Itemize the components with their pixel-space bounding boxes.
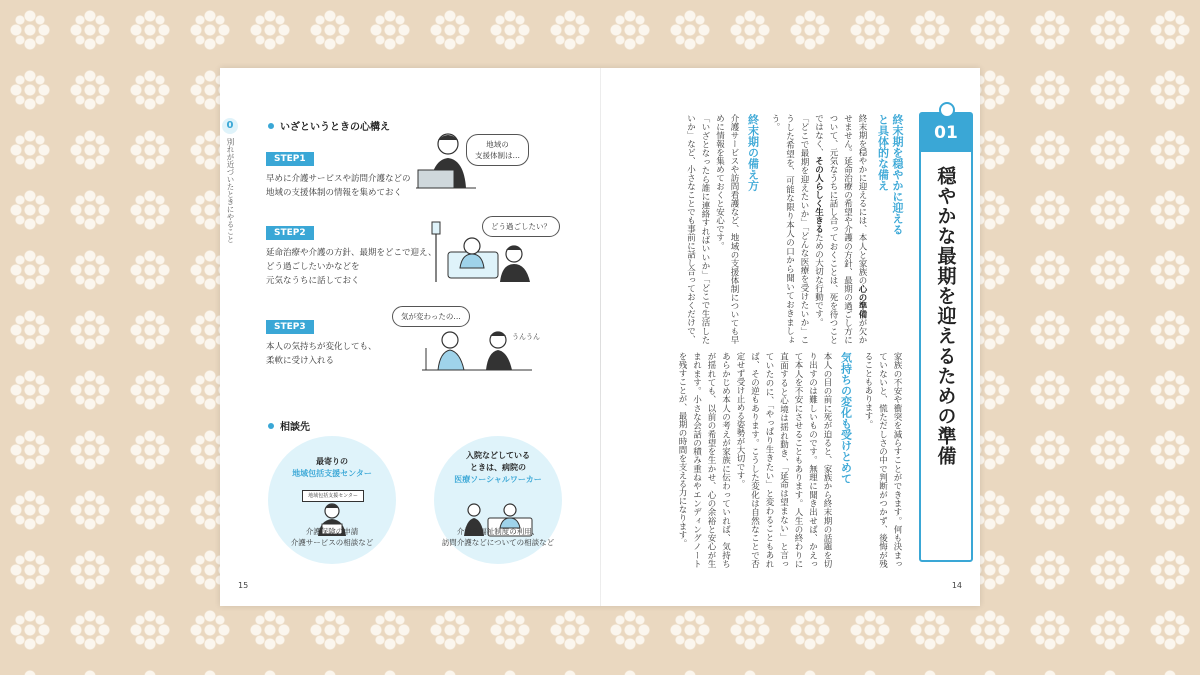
consult-caption: 介護や福祉制度の利用、 訪問介護などについての相談など: [441, 527, 555, 547]
paragraph: 家族の不安や衝突を減らすことができます。何も決まっていないと、慌ただしさの中で判断がつかず、後悔が残ることもあります。: [863, 352, 902, 568]
page-number: 15: [238, 581, 249, 590]
paragraph: 介護サービスや訪問看護など、地域の支援体制についても早めに情報を集めておくと安心です。: [714, 114, 739, 344]
step-description: 延命治療や介護の方針、最期をどこで迎え、 どう過ごしたいかなどを 元気なうちに話しておく: [266, 248, 437, 286]
step-badge: STEP1: [266, 152, 314, 166]
step-badge: STEP2: [266, 226, 314, 240]
paragraph: 「どこで最期を迎えたいか」「どんな医療を受けたいか」こうした希望を、可能な限り本人の口から聞いておきましょう。: [770, 114, 809, 344]
office-sign: 地域包括支援センター: [302, 490, 364, 502]
step-badge: STEP3: [266, 320, 314, 334]
section-heading-2: 終末期の備え方: [746, 114, 760, 191]
consult-heading: 相談先: [268, 418, 310, 433]
side-index-text: 別れが近づいたときにやること: [226, 138, 235, 243]
consult-title: 入院などしている ときは、病院の 医療ソーシャルワーカー: [454, 451, 542, 484]
aside-text: うんうん: [512, 333, 540, 341]
consult-caption: 介護保険の申請 介護サービスの相談など: [290, 527, 374, 547]
preparation-heading: いざというときの心構え: [268, 118, 390, 133]
section-heading-1: 終末期を穏やかに迎える と具体的な備え: [876, 114, 904, 235]
paragraph: あらかじめ本人の考えが家族に伝わっていれば、気持ちが揺れても、以前の希望を生かせ、心の余裕と安心が生まれます。小さな会話の積み重ねやエンディングノートを残すことが、最期の時間を支える力になります。: [677, 352, 731, 568]
consult-title: 最寄りの 地域包括支援センター: [292, 457, 372, 478]
paragraph: 本人の目の前に死が迫ると、家族から終末期の話題を切り出すのは難しいものです。無理に聞き出せば、かえって本人を不安にさせることもあります。人生の終わりに直面すると心境は揺れ動き、「延命は望まない」と言っていたのに、「やっぱり生きたい」と変わることもあれば、その逆もあります。こうした変化は自然なことで否定せず受け止める姿勢が大切です。: [735, 352, 832, 568]
bullet-dot-icon: [268, 423, 274, 429]
page-number: 14: [951, 581, 962, 590]
side-index: [222, 118, 240, 243]
speech-bubble: 気が変わったの…: [392, 306, 470, 327]
lower-text-block: [674, 352, 904, 568]
right-page: [601, 68, 980, 606]
chapter-title-box: [919, 112, 973, 562]
chapter-title: 穏やかな最期を迎えるための準備: [934, 166, 957, 466]
step-description: 早めに介護サービスや訪問介護などの 地域の支援体制の情報を集めておく: [266, 174, 411, 198]
upper-text-block: [674, 114, 904, 344]
left-page: [220, 68, 600, 606]
paragraph: 終末期を穏やかに迎えるには、本人と家族の心の準備が欠かせません。延命治療の希望や介護の方針、最期の過ごし方について、元気なうちに話し合っておくことは、死を待つことではなく、その人らしく生きるための大切な行動です。: [813, 114, 867, 345]
chapter-number: 01: [921, 114, 971, 152]
clip-icon: [939, 102, 955, 118]
section-heading-3: 気持ちの変化も受けとめて: [839, 352, 853, 484]
bullet-dot-icon: [268, 123, 274, 129]
book-spread: [220, 68, 980, 606]
paragraph: 「いざとなったら誰に連絡すればいいか」「どこで生活したいか」など、小さなことでも事前に話し合っておくだけで、: [685, 114, 710, 344]
speech-bubble: どう過ごしたい？: [482, 216, 560, 237]
speech-bubble: 地域の 支援体制は…: [466, 134, 529, 166]
side-index-number: 0: [222, 118, 238, 134]
step-description: 本人の気持ちが変化しても、 柔軟に受け入れる: [266, 342, 377, 366]
